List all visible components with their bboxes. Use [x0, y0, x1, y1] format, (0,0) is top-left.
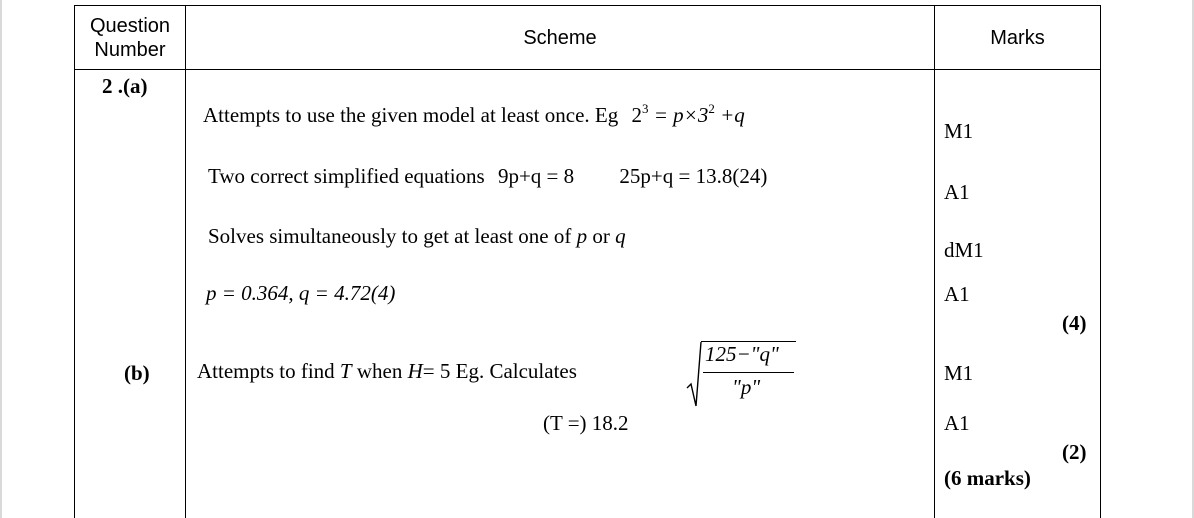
- part-a-row1-text: Attempts to use the given model at least once. Eg: [203, 103, 619, 127]
- column-divider-2: [934, 5, 935, 518]
- part-a-row4-mark: A1: [944, 282, 970, 306]
- part-a-row1-math: $2^3 = p\times 3^2 +q$: [631, 101, 745, 127]
- part-a-row3-mark: dM1: [944, 238, 984, 262]
- part-a-row3-or: or: [592, 224, 610, 248]
- part-b-row1-T: T: [339, 359, 352, 383]
- total-marks: (6 marks): [944, 466, 1031, 490]
- part-a-row3-text: Solves simultaneously to get at least one of: [208, 224, 572, 248]
- column-divider-1: [185, 5, 186, 518]
- header-marks: Marks: [990, 27, 1045, 49]
- part-a-subtotal: (4): [1062, 311, 1087, 335]
- part-a-row3: [208, 226, 626, 247]
- part-a-row1: [203, 101, 745, 127]
- part-a-row1-mark: M1: [944, 119, 974, 143]
- fraction-numerator: 125−"q": [705, 342, 779, 366]
- part-a-row4: p = 0.364, q = 4.72(4): [206, 281, 396, 305]
- part-b-row2-mark: A1: [944, 411, 970, 435]
- part-b-row2-answer: (T =) 18.2: [543, 411, 629, 435]
- part-b-row1-text-a: Attempts to find: [197, 359, 335, 383]
- header-question-number: [75, 14, 185, 62]
- page-edge-left: [0, 0, 2, 518]
- header-scheme: Scheme: [523, 27, 597, 49]
- part-b-label: (b): [124, 361, 150, 385]
- part-a-row3-q: q: [615, 224, 626, 248]
- header-question-line2: Number: [94, 39, 166, 61]
- part-a-label: 2 .(a): [102, 74, 148, 98]
- part-b-subtotal: (2): [1062, 440, 1087, 464]
- part-a-row2-eq1: 9p+q = 8: [497, 164, 575, 188]
- header-question-line1: Question: [89, 15, 171, 37]
- fraction-bar: [703, 372, 794, 373]
- part-b-row1-text-b: when: [356, 359, 403, 383]
- part-a-row2-text: Two correct simplified equations: [208, 164, 485, 188]
- square-root-sign: [686, 340, 702, 410]
- header-divider: [74, 69, 1101, 70]
- part-b-row1-text-c: = 5 Eg. Calculates: [422, 359, 577, 383]
- part-a-row2: [208, 166, 767, 187]
- part-b-row1-mark: M1: [944, 361, 974, 385]
- part-a-row2-mark: A1: [944, 180, 970, 204]
- part-b-row1: [197, 361, 577, 382]
- part-b-row1-H: H: [407, 359, 423, 383]
- fraction-denominator: "p": [732, 375, 761, 399]
- part-a-row3-p: p: [576, 224, 588, 248]
- part-a-row2-eq2: 25p+q = 13.8(24): [619, 164, 768, 188]
